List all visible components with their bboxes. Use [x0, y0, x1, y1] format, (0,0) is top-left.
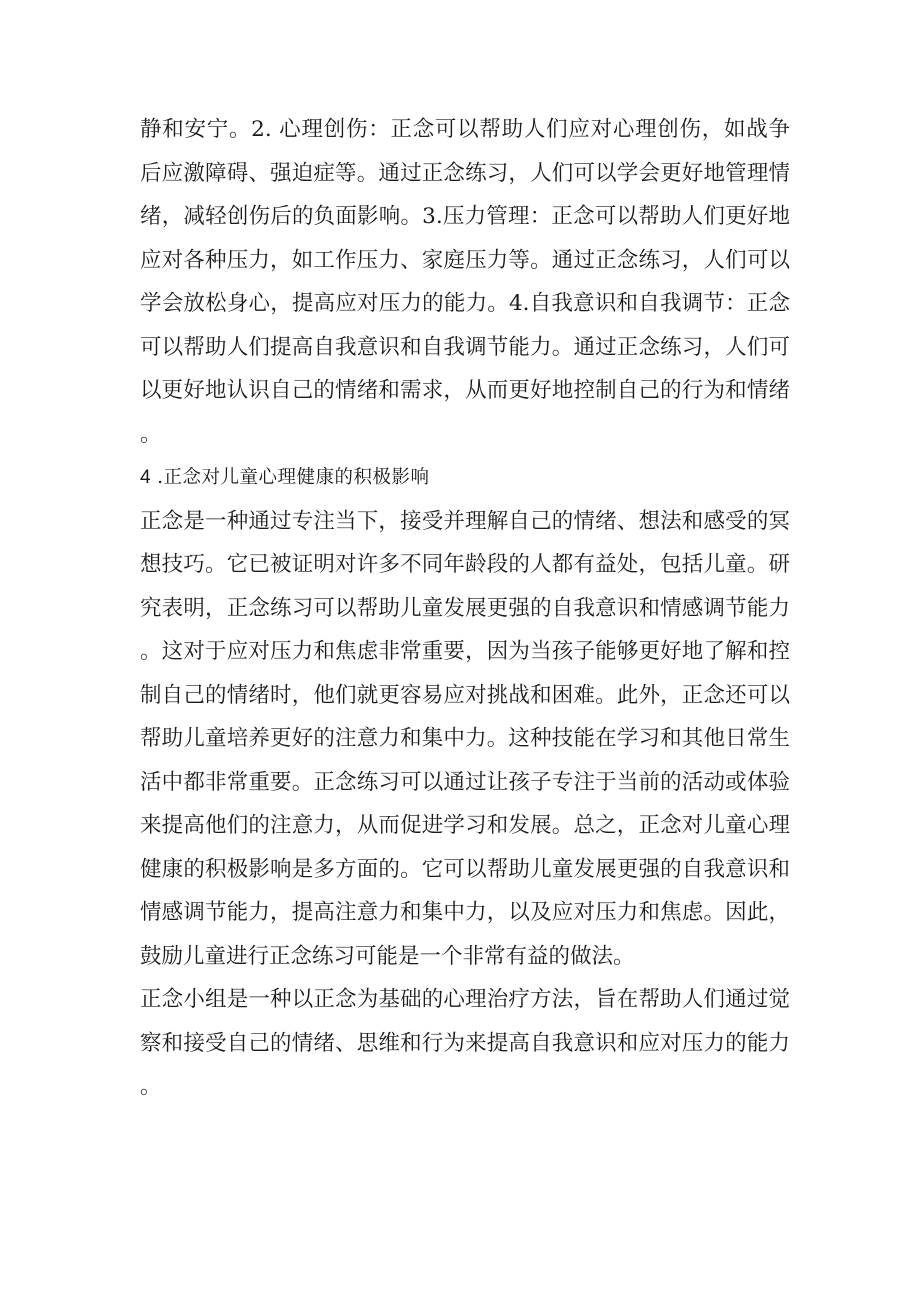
section-title: .正念对儿童心理健康的积极影响: [157, 467, 430, 488]
paragraph-mindfulness-group: 正念小组是一种以正念为基础的心理治疗方法，旨在帮助人们通过觉察和接受自己的情绪、思维和行为来提高自我意识和应对压力的能力。: [140, 987, 790, 1099]
document-body: [140, 108, 790, 1109]
paragraph-mindfulness-benefits: 静和安宁。2. 心理创伤：正念可以帮助人们应对心理创伤，如战争后应激障碍、强迫症等。通过正念练习，人们可以学会更好地管理情绪，减轻创伤后的负面影响。3.压力管理：正念可以帮助人们更好地应对各种压力，如工作压力、家庭压力等。通过正念练习，人们可以学会放松身心，提高应对压力的能力。4.自我意识和自我调节：正念可以帮助人们提高自我意识和自我调节能力。通过正念练习，人们可以更好地认识自己的情绪和需求，从而更好地控制自己的行为和情绪。: [140, 117, 790, 447]
paragraph-children-mindfulness: 正念是一种通过专注当下，接受并理解自己的情绪、想法和感受的冥想技巧。它已被证明对许多不同年龄段的人都有益处，包括儿童。研究表明，正念练习可以帮助儿童发展更强的自我意识和情感调节能力。这对于应对压力和焦虑非常重要，因为当孩子能够更好地了解和控制自己的情绪时，他们就更容易应对挑战和困难。此外，正念还可以帮助儿童培养更好的注意力和集中力。这种技能在学习和其他日常生活中都非常重要。正念练习可以通过让孩子专注于当前的活动或体验来提高他们的注意力，从而促进学习和发展。总之，正念对儿童心理健康的积极影响是多方面的。它可以帮助儿童发展更强的自我意识和情感调节能力，提高注意力和集中力，以及应对压力和焦虑。因此，鼓励儿童进行正念练习可能是一个非常有益的做法。: [140, 508, 790, 969]
section-number: 4: [140, 467, 152, 488]
section-heading: [140, 456, 790, 500]
